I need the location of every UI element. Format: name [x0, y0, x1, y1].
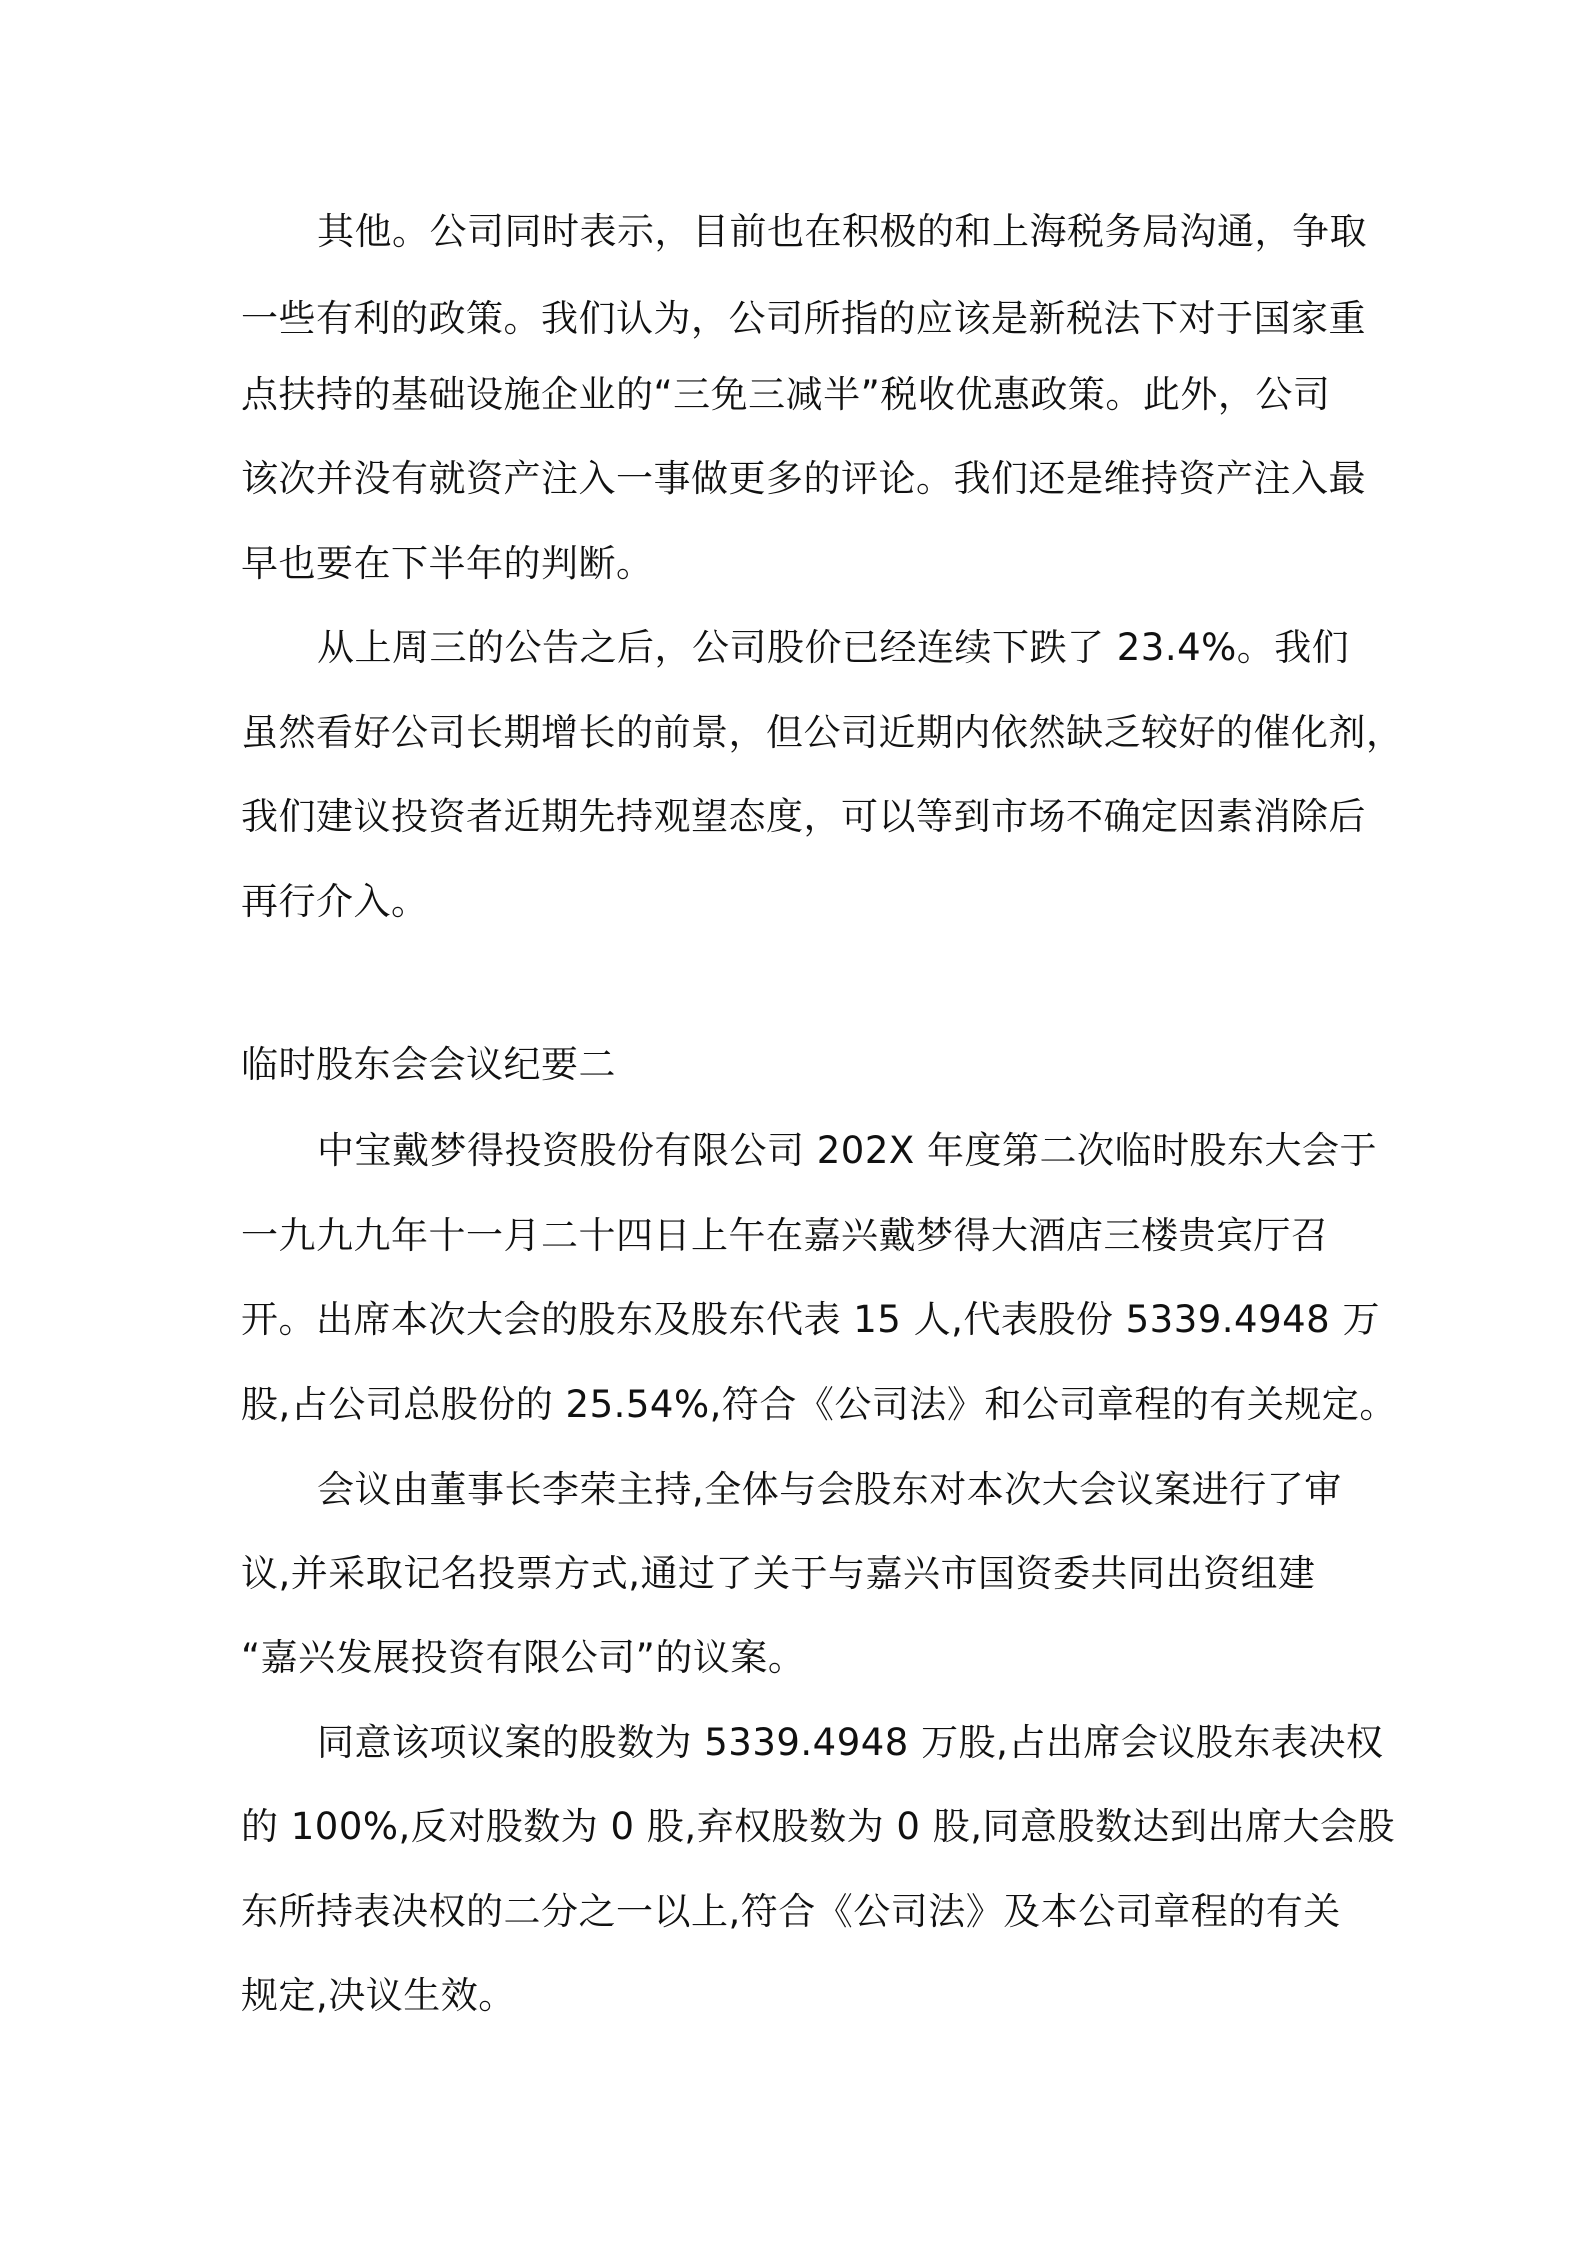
paragraph-line: 其他。公司同时表示，目前也在积极的和上海税务局沟通，争取 [317, 210, 1367, 253]
paragraph-line: 虽然看好公司长期增长的前景，但公司近期内依然缺乏较好的催化剂， [241, 711, 1404, 754]
paragraph-line: 规定,决议生效。 [241, 1974, 516, 2017]
paragraph-line: 从上周三的公告之后，公司股价已经连续下跌了 23.4%。我们 [317, 626, 1350, 669]
paragraph-line: 议,并采取记名投票方式,通过了关于与嘉兴市国资委共同出资组建 [241, 1552, 1316, 1595]
paragraph-line: 一九九九年十一月二十四日上午在嘉兴戴梦得大酒店三楼贵宾厅召 [241, 1214, 1329, 1257]
paragraph-line: 再行介入。 [241, 880, 429, 923]
paragraph-line: “嘉兴发展投资有限公司”的议案。 [241, 1636, 806, 1679]
paragraph-line: 的 100%,反对股数为 0 股,弃权股数为 0 股,同意股数达到出席大会股 [241, 1805, 1395, 1848]
paragraph-line: 我们建议投资者近期先持观望态度，可以等到市场不确定因素消除后 [241, 795, 1366, 838]
paragraph-line: 会议由董事长李荣主持,全体与会股东对本次大会议案进行了审 [317, 1468, 1342, 1511]
paragraph-line: 中宝戴梦得投资股份有限公司 202X 年度第二次临时股东大会于 [317, 1129, 1377, 1172]
paragraph-line: 一些有利的政策。我们认为，公司所指的应该是新税法下对于国家重 [241, 297, 1366, 340]
paragraph-line: 点扶持的基础设施企业的“三免三减半”税收优惠政策。此外，公司 [241, 373, 1331, 416]
paragraph-line: 同意该项议案的股数为 5339.4948 万股,占出席会议股东表决权 [317, 1721, 1384, 1764]
section-heading: 临时股东会会议纪要二 [241, 1043, 616, 1086]
paragraph-line: 股,占公司总股份的 25.54%,符合《公司法》和公司章程的有关规定。 [241, 1383, 1397, 1426]
paragraph-line: 早也要在下半年的判断。 [241, 542, 654, 585]
paragraph-line: 该次并没有就资产注入一事做更多的评论。我们还是维持资产注入最 [241, 457, 1366, 500]
paragraph-line: 东所持表决权的二分之一以上,符合《公司法》及本公司章程的有关 [241, 1890, 1341, 1933]
paragraph-line: 开。出席本次大会的股东及股东代表 15 人,代表股份 5339.4948 万 [241, 1298, 1380, 1341]
